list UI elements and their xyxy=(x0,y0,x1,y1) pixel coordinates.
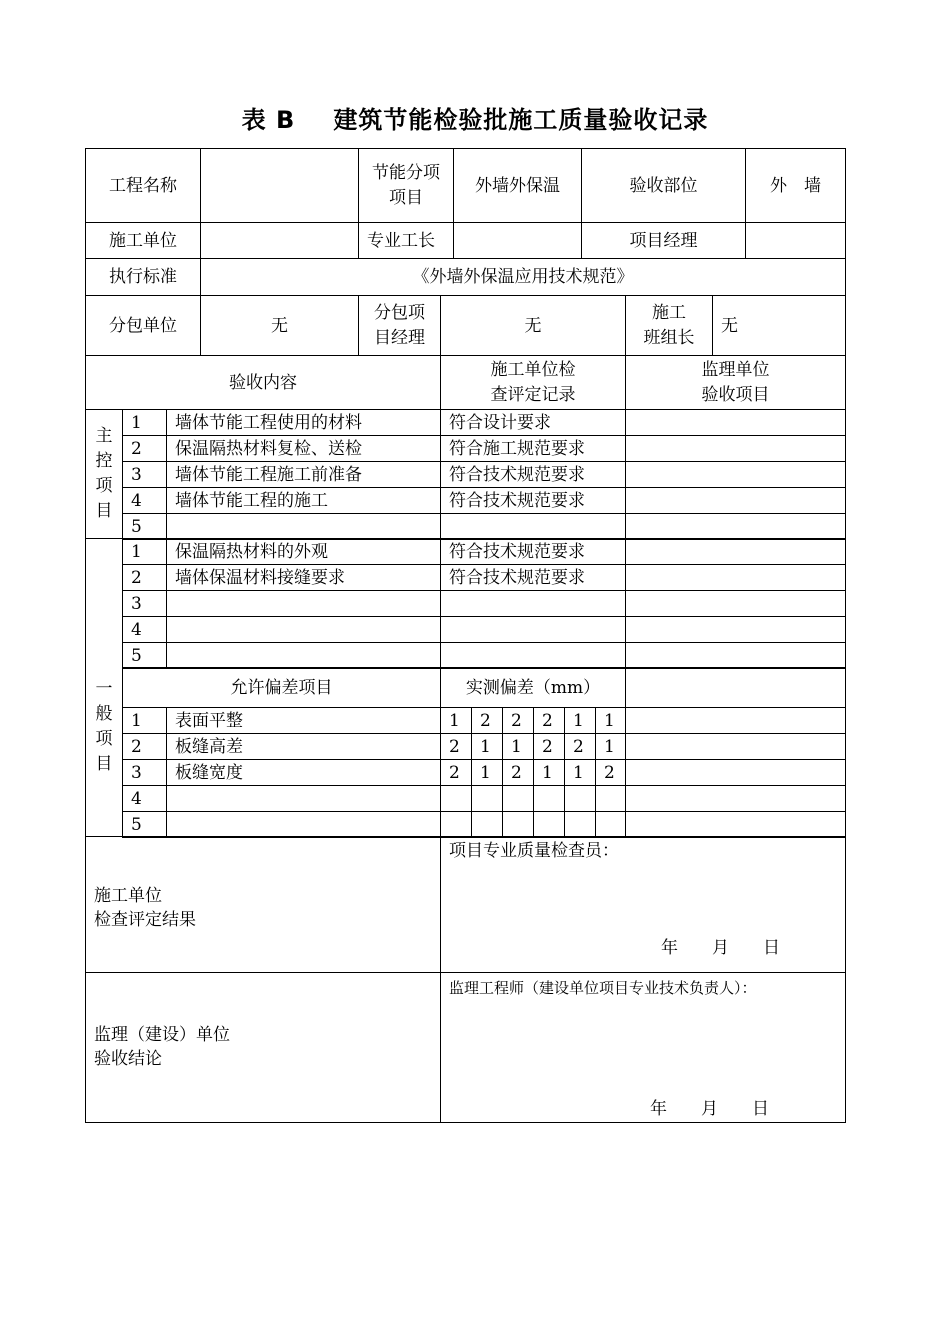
deviation-value xyxy=(595,785,626,812)
deviation-value: 2 xyxy=(440,759,472,786)
main-control-label xyxy=(85,409,123,539)
general-row-no: 5 xyxy=(122,642,167,669)
general-char: 一 xyxy=(95,678,113,699)
contractor-check-line1: 施工单位检 xyxy=(490,359,576,380)
supervising-engineer-label: 监理工程师（建设单位项目专业技术负责人）： xyxy=(449,979,757,997)
main-control-char: 控 xyxy=(95,451,113,471)
main-row-result xyxy=(440,513,626,540)
supervisor-result-date: 年 月 日 xyxy=(650,1099,769,1119)
foreman-label: 专业工长 xyxy=(358,222,454,259)
contractor-result-cell xyxy=(440,836,846,973)
general-row-result: 符合技术规范要求 xyxy=(440,564,626,591)
main-row-supervisor xyxy=(625,513,846,540)
main-row-item: 墙体节能工程的施工 xyxy=(166,487,441,514)
main-row-supervisor xyxy=(625,409,846,436)
main-row-supervisor xyxy=(625,487,846,514)
main-row-supervisor xyxy=(625,461,846,488)
general-label xyxy=(85,538,123,837)
sub-label: 分包单位 xyxy=(85,295,201,356)
contractor-check-column-header xyxy=(440,355,626,410)
contractor-check-line2: 查评定记录 xyxy=(490,384,576,405)
supervisor-header-line1: 监理单位 xyxy=(701,359,770,380)
project-name-label: 工程名称 xyxy=(85,148,201,223)
main-row-result: 符合技术规范要求 xyxy=(440,487,626,514)
supervisor-result-label-line1: 监理（建设）单位 xyxy=(94,1024,230,1045)
supervisor-column-header xyxy=(625,355,846,410)
deviation-value: 2 xyxy=(502,707,534,734)
general-row-no: 1 xyxy=(122,538,167,565)
deviation-row-item: 板缝宽度 xyxy=(166,759,441,786)
general-row-result xyxy=(440,616,626,643)
deviation-value: 1 xyxy=(533,759,565,786)
main-row-result: 符合设计要求 xyxy=(440,409,626,436)
contractor-result-label-line2: 检查评定结果 xyxy=(94,909,196,930)
deviation-value: 2 xyxy=(440,733,472,760)
quality-inspector-label: 项目专业质量检查员： xyxy=(449,841,619,861)
deviation-value xyxy=(533,785,565,812)
measured-supervisor-cell xyxy=(625,667,846,708)
general-row-supervisor xyxy=(625,642,846,669)
deviation-value: 2 xyxy=(502,759,534,786)
deviation-value xyxy=(564,785,596,812)
contractor-label: 施工单位 xyxy=(85,222,201,259)
main-row-no: 5 xyxy=(122,513,167,540)
deviation-row-no: 4 xyxy=(122,785,167,812)
general-row-item: 保温隔热材料的外观 xyxy=(166,538,441,565)
deviation-value: 2 xyxy=(564,733,596,760)
main-control-char: 主 xyxy=(95,426,113,446)
main-row-item: 墙体节能工程施工前准备 xyxy=(166,461,441,488)
supervisor-result-label xyxy=(85,972,441,1123)
deviation-row-no: 3 xyxy=(122,759,167,786)
deviation-value: 1 xyxy=(471,733,503,760)
main-row-item xyxy=(166,513,441,540)
deviation-row-no: 5 xyxy=(122,811,167,838)
team-leader-label xyxy=(625,295,713,356)
contractor-result-date: 年 月 日 xyxy=(661,938,780,958)
general-row-item: 墙体保温材料接缝要求 xyxy=(166,564,441,591)
deviation-value: 1 xyxy=(595,707,626,734)
main-row-result: 符合施工规范要求 xyxy=(440,435,626,462)
subitem-value: 外墙外保温 xyxy=(453,148,582,223)
deviation-value: 2 xyxy=(471,707,503,734)
general-row-supervisor xyxy=(625,590,846,617)
content-column-header: 验收内容 xyxy=(85,355,441,410)
general-char: 般 xyxy=(95,703,113,724)
main-row-no: 3 xyxy=(122,461,167,488)
deviation-row-supervisor xyxy=(625,785,846,812)
deviation-value: 1 xyxy=(595,733,626,760)
sub-manager-label xyxy=(358,295,441,356)
contractor-result-label-line1: 施工单位 xyxy=(94,885,162,906)
standard-value: 《外墙外保温应用技术规范》 xyxy=(200,258,846,296)
supervisor-result-label-line2: 验收结论 xyxy=(94,1048,162,1069)
general-row-no: 3 xyxy=(122,590,167,617)
deviation-row-supervisor xyxy=(625,733,846,760)
deviation-value xyxy=(595,811,626,838)
deviation-row-item xyxy=(166,811,441,838)
general-row-result xyxy=(440,642,626,669)
main-row-no: 1 xyxy=(122,409,167,436)
deviation-value: 2 xyxy=(533,707,565,734)
main-row-item: 保温隔热材料复检、送检 xyxy=(166,435,441,462)
main-control-char: 项 xyxy=(95,476,113,496)
deviation-value: 1 xyxy=(471,759,503,786)
subitem-label xyxy=(358,148,454,223)
sub-value: 无 xyxy=(200,295,359,356)
deviation-row-supervisor xyxy=(625,811,846,838)
deviation-value: 1 xyxy=(502,733,534,760)
title-name: 建筑节能检验批施工质量验收记录 xyxy=(333,106,709,134)
foreman-value xyxy=(453,222,582,259)
deviation-value: 1 xyxy=(440,707,472,734)
contractor-value xyxy=(200,222,359,259)
manager-value xyxy=(745,222,846,259)
general-row-supervisor xyxy=(625,538,846,565)
general-row-no: 4 xyxy=(122,616,167,643)
deviation-value: 1 xyxy=(564,707,596,734)
document-title xyxy=(0,100,950,135)
deviation-value xyxy=(471,785,503,812)
sub-manager-label-line2: 目经理 xyxy=(374,327,425,348)
deviation-value xyxy=(564,811,596,838)
deviation-value: 2 xyxy=(595,759,626,786)
measured-header: 实测偏差（mm） xyxy=(440,667,626,708)
main-row-item: 墙体节能工程使用的材料 xyxy=(166,409,441,436)
sub-manager-value: 无 xyxy=(440,295,626,356)
deviation-value xyxy=(502,811,534,838)
deviation-row-supervisor xyxy=(625,707,846,734)
general-char: 目 xyxy=(95,753,113,774)
contractor-result-label xyxy=(85,836,441,973)
title-code: 表 B xyxy=(241,106,296,134)
supervisor-result-cell xyxy=(440,972,846,1123)
general-row-supervisor xyxy=(625,564,846,591)
manager-label: 项目经理 xyxy=(581,222,746,259)
deviation-row-supervisor xyxy=(625,759,846,786)
general-row-item xyxy=(166,616,441,643)
subitem-label-line1: 节能分项 xyxy=(372,162,440,183)
main-row-no: 4 xyxy=(122,487,167,514)
deviation-value xyxy=(440,785,472,812)
deviation-row-no: 2 xyxy=(122,733,167,760)
deviation-row-item: 表面平整 xyxy=(166,707,441,734)
sub-manager-label-line1: 分包项 xyxy=(374,302,425,323)
deviation-value xyxy=(471,811,503,838)
deviation-row-item: 板缝高差 xyxy=(166,733,441,760)
deviation-value xyxy=(533,811,565,838)
deviation-header: 允许偏差项目 xyxy=(122,667,441,708)
main-control-char: 目 xyxy=(95,501,113,521)
general-row-item xyxy=(166,642,441,669)
standard-label: 执行标准 xyxy=(85,258,201,296)
part-value: 外 墙 xyxy=(745,148,846,223)
team-leader-value: 无 xyxy=(712,295,846,356)
project-name-value xyxy=(200,148,359,223)
team-leader-label-line2: 班组长 xyxy=(643,327,695,348)
deviation-value xyxy=(502,785,534,812)
main-row-supervisor xyxy=(625,435,846,462)
general-char: 项 xyxy=(95,728,113,749)
subitem-label-line2: 项目 xyxy=(389,187,423,208)
general-row-item xyxy=(166,590,441,617)
deviation-row-item xyxy=(166,785,441,812)
deviation-value: 1 xyxy=(564,759,596,786)
supervisor-header-line2: 验收项目 xyxy=(701,384,770,405)
deviation-value: 2 xyxy=(533,733,565,760)
general-row-no: 2 xyxy=(122,564,167,591)
general-row-result xyxy=(440,590,626,617)
main-row-result: 符合技术规范要求 xyxy=(440,461,626,488)
team-leader-label-line1: 施工 xyxy=(652,302,686,323)
main-row-no: 2 xyxy=(122,435,167,462)
deviation-row-no: 1 xyxy=(122,707,167,734)
part-label: 验收部位 xyxy=(581,148,746,223)
general-row-supervisor xyxy=(625,616,846,643)
deviation-value xyxy=(440,811,472,838)
general-row-result: 符合技术规范要求 xyxy=(440,538,626,565)
